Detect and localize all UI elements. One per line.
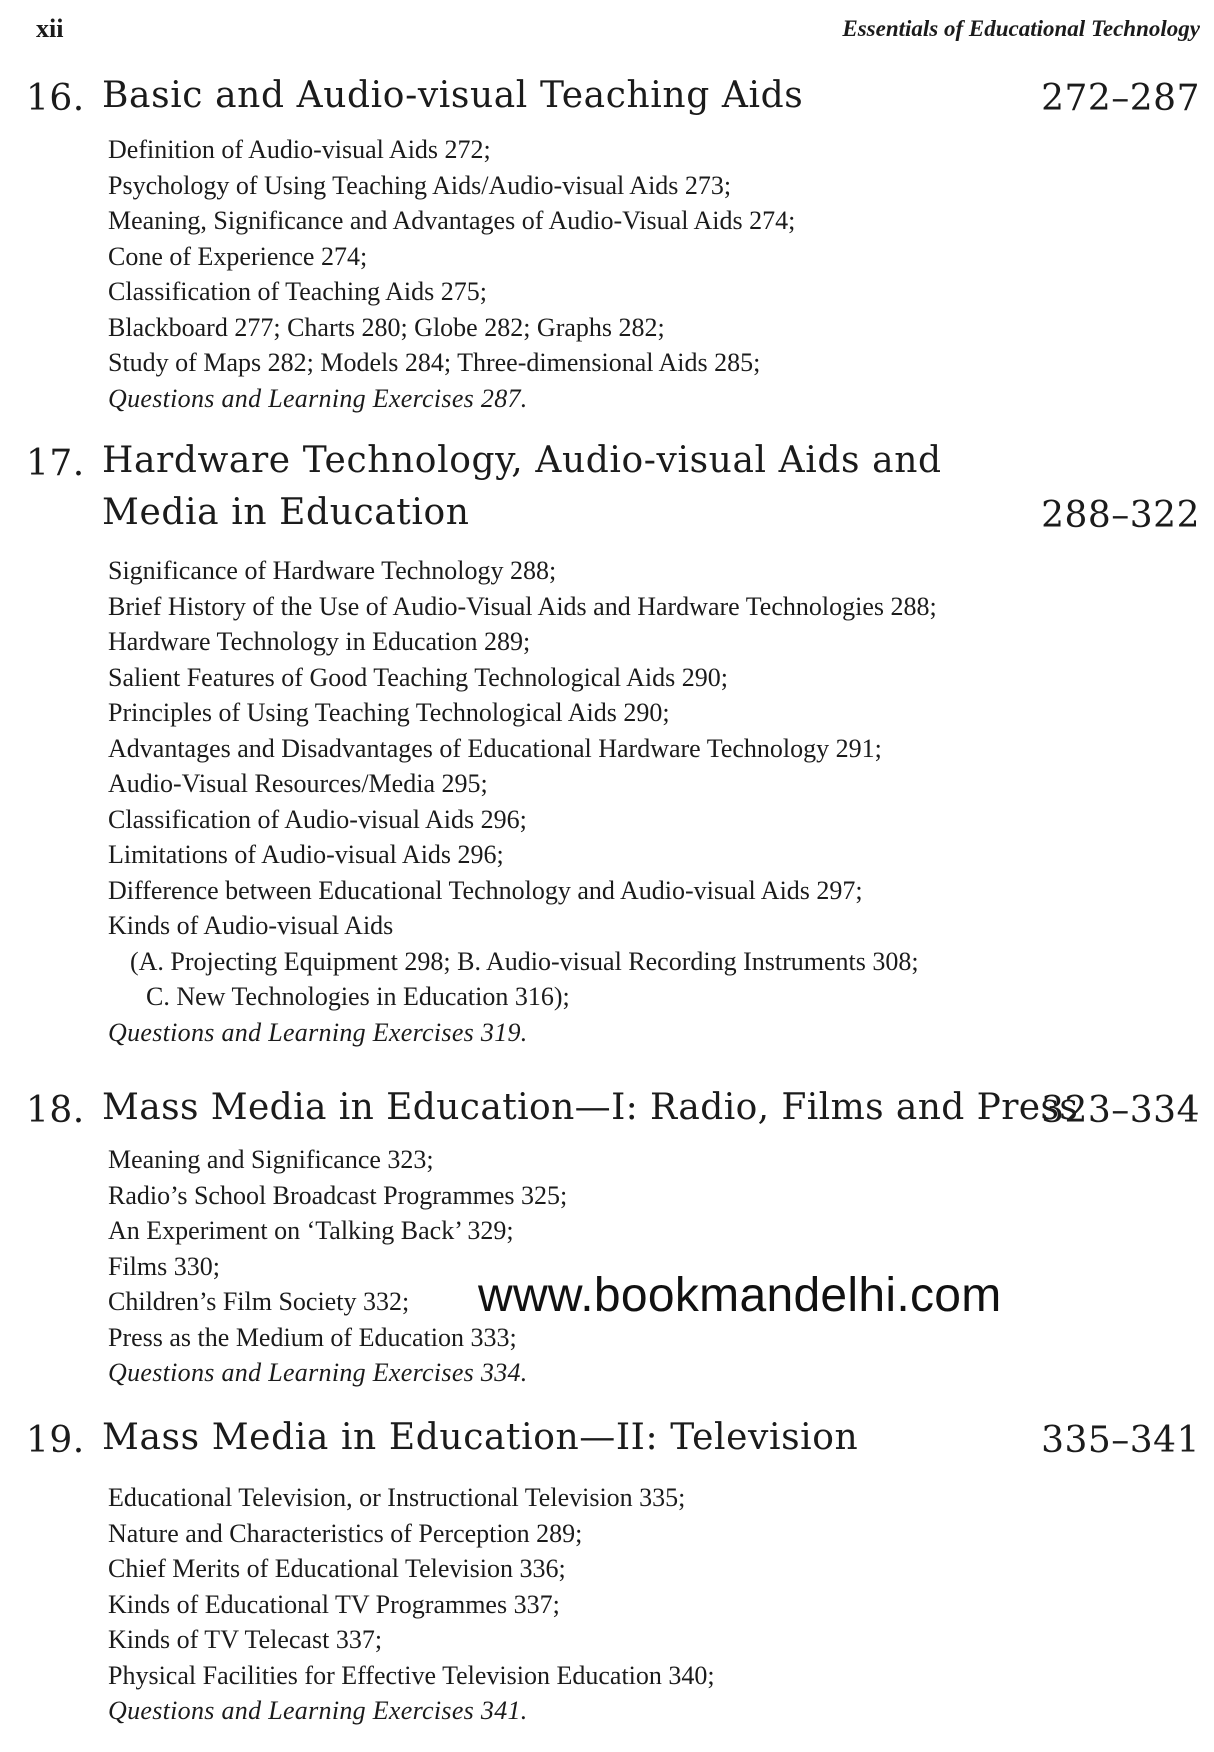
chapter-title: [102, 1082, 1079, 1134]
chapter-page-range: 323–334: [1041, 1090, 1200, 1131]
chapter-heading: [0, 1087, 1214, 1142]
chapter-heading: [0, 75, 1214, 132]
chapter-page-range: 272–287: [1041, 78, 1200, 119]
topic-item: Study of Maps 282; Models 284; Three-dimensional Aids 285;: [108, 348, 761, 377]
topic-item: Chief Merits of Educational Television 336;: [108, 1554, 566, 1583]
topic-item: Kinds of Audio-visual Aids: [108, 911, 394, 940]
topic-item: Cone of Experience 274;: [108, 241, 368, 271]
topic-item: Salient Features of Good Teaching Technological Aids 290;: [108, 662, 729, 692]
chapter-title-line: Mass Media in Education—I: Radio, Films and Press: [102, 1087, 1079, 1128]
topic-item: Classification of Audio-visual Aids 296;: [108, 804, 527, 834]
chapter-title: [102, 1412, 982, 1464]
running-title: Essentials of Educational Technology: [842, 16, 1200, 41]
chapter-title-line: Mass Media in Education—II: Television: [102, 1417, 859, 1458]
topic-item: Radio’s School Broadcast Programmes 325;: [108, 1180, 568, 1210]
chapter-title-line: Basic and Audio-visual Teaching Aids: [102, 75, 804, 116]
topic-list: [0, 1480, 1214, 1729]
topic-item-exercises: Questions and Learning Exercises 319.: [108, 1017, 528, 1047]
topic-item: Brief History of the Use of Audio-Visual Aids and Hardware Technologies 288;: [108, 591, 937, 621]
chapter-18: [0, 1087, 1214, 1391]
chapter-16: [0, 75, 1214, 416]
topic-item: Advantages and Disadvantages of Educational Hardware Technology 291;: [108, 733, 882, 763]
topic-item: Kinds of Educational TV Programmes 337;: [108, 1589, 560, 1619]
topic-item: Definition of Audio-visual Aids 272;: [108, 135, 491, 164]
chapter-title: [102, 435, 982, 539]
chapter-page-range: 335–341: [1041, 1420, 1200, 1461]
topic-item-exercises: Questions and Learning Exercises 341.: [108, 1696, 528, 1725]
topic-item: Principles of Using Teaching Technological Aids 290;: [108, 698, 670, 727]
chapter-heading: [0, 1417, 1214, 1480]
topic-item: Limitations of Audio-visual Aids 296;: [108, 840, 504, 869]
topic-subitem: C. New Technologies in Education 316);: [146, 982, 570, 1011]
topic-item: Press as the Medium of Education 333;: [108, 1322, 517, 1352]
chapter-19: [0, 1417, 1214, 1729]
topic-item: Difference between Educational Technology and Audio-visual Aids 297;: [108, 875, 863, 905]
topic-item: Psychology of Using Teaching Aids/Audio-visual Aids 273;: [108, 170, 732, 200]
chapter-number: 16.: [26, 78, 85, 119]
topic-item: Classification of Teaching Aids 275;: [108, 277, 487, 306]
topic-item: Meaning and Significance 323;: [108, 1145, 434, 1174]
chapter-17: [0, 440, 1214, 1050]
chapter-title-line: Hardware Technology, Audio-visual Aids and: [102, 440, 942, 481]
chapter-number: 17.: [26, 443, 85, 484]
chapter-page-range: 288–322: [1041, 495, 1200, 536]
topic-item-exercises: Questions and Learning Exercises 334.: [108, 1358, 528, 1387]
chapter-title: [102, 70, 982, 122]
topic-item: Hardware Technology in Education 289;: [108, 627, 531, 656]
topic-item: Significance of Hardware Technology 288;: [108, 556, 557, 585]
watermark-url: www.bookmandelhi.com: [478, 1269, 1002, 1322]
topic-item: Blackboard 277; Charts 280; Globe 282; Graphs 282;: [108, 312, 665, 342]
topic-item: Films 330;: [108, 1251, 220, 1281]
topic-item: Meaning, Significance and Advantages of Audio-Visual Aids 274;: [108, 206, 796, 235]
topic-item: Audio-Visual Resources/Media 295;: [108, 769, 488, 798]
topic-item: Children’s Film Society 332;: [108, 1287, 410, 1316]
topic-subitem: (A. Projecting Equipment 298; B. Audio-visual Recording Instruments 308;: [130, 946, 919, 976]
topic-list: [0, 132, 1214, 416]
topic-item: Kinds of TV Telecast 337;: [108, 1625, 383, 1654]
chapter-number: 19.: [26, 1420, 85, 1461]
chapter-heading: [0, 440, 1214, 553]
topic-list: [0, 553, 1214, 1050]
page-number: xii: [36, 14, 64, 43]
topic-item: Nature and Characteristics of Perception 289;: [108, 1518, 583, 1548]
chapter-number: 18.: [26, 1090, 85, 1131]
topic-item: An Experiment on ‘Talking Back’ 329;: [108, 1216, 514, 1245]
chapter-title-line: Media in Education: [102, 492, 470, 533]
topic-item: Educational Television, or Instructional Television 335;: [108, 1483, 686, 1512]
topic-item: Physical Facilities for Effective Television Education 340;: [108, 1660, 715, 1690]
topic-item-exercises: Questions and Learning Exercises 287.: [108, 383, 528, 413]
topic-list: [0, 1142, 1214, 1391]
